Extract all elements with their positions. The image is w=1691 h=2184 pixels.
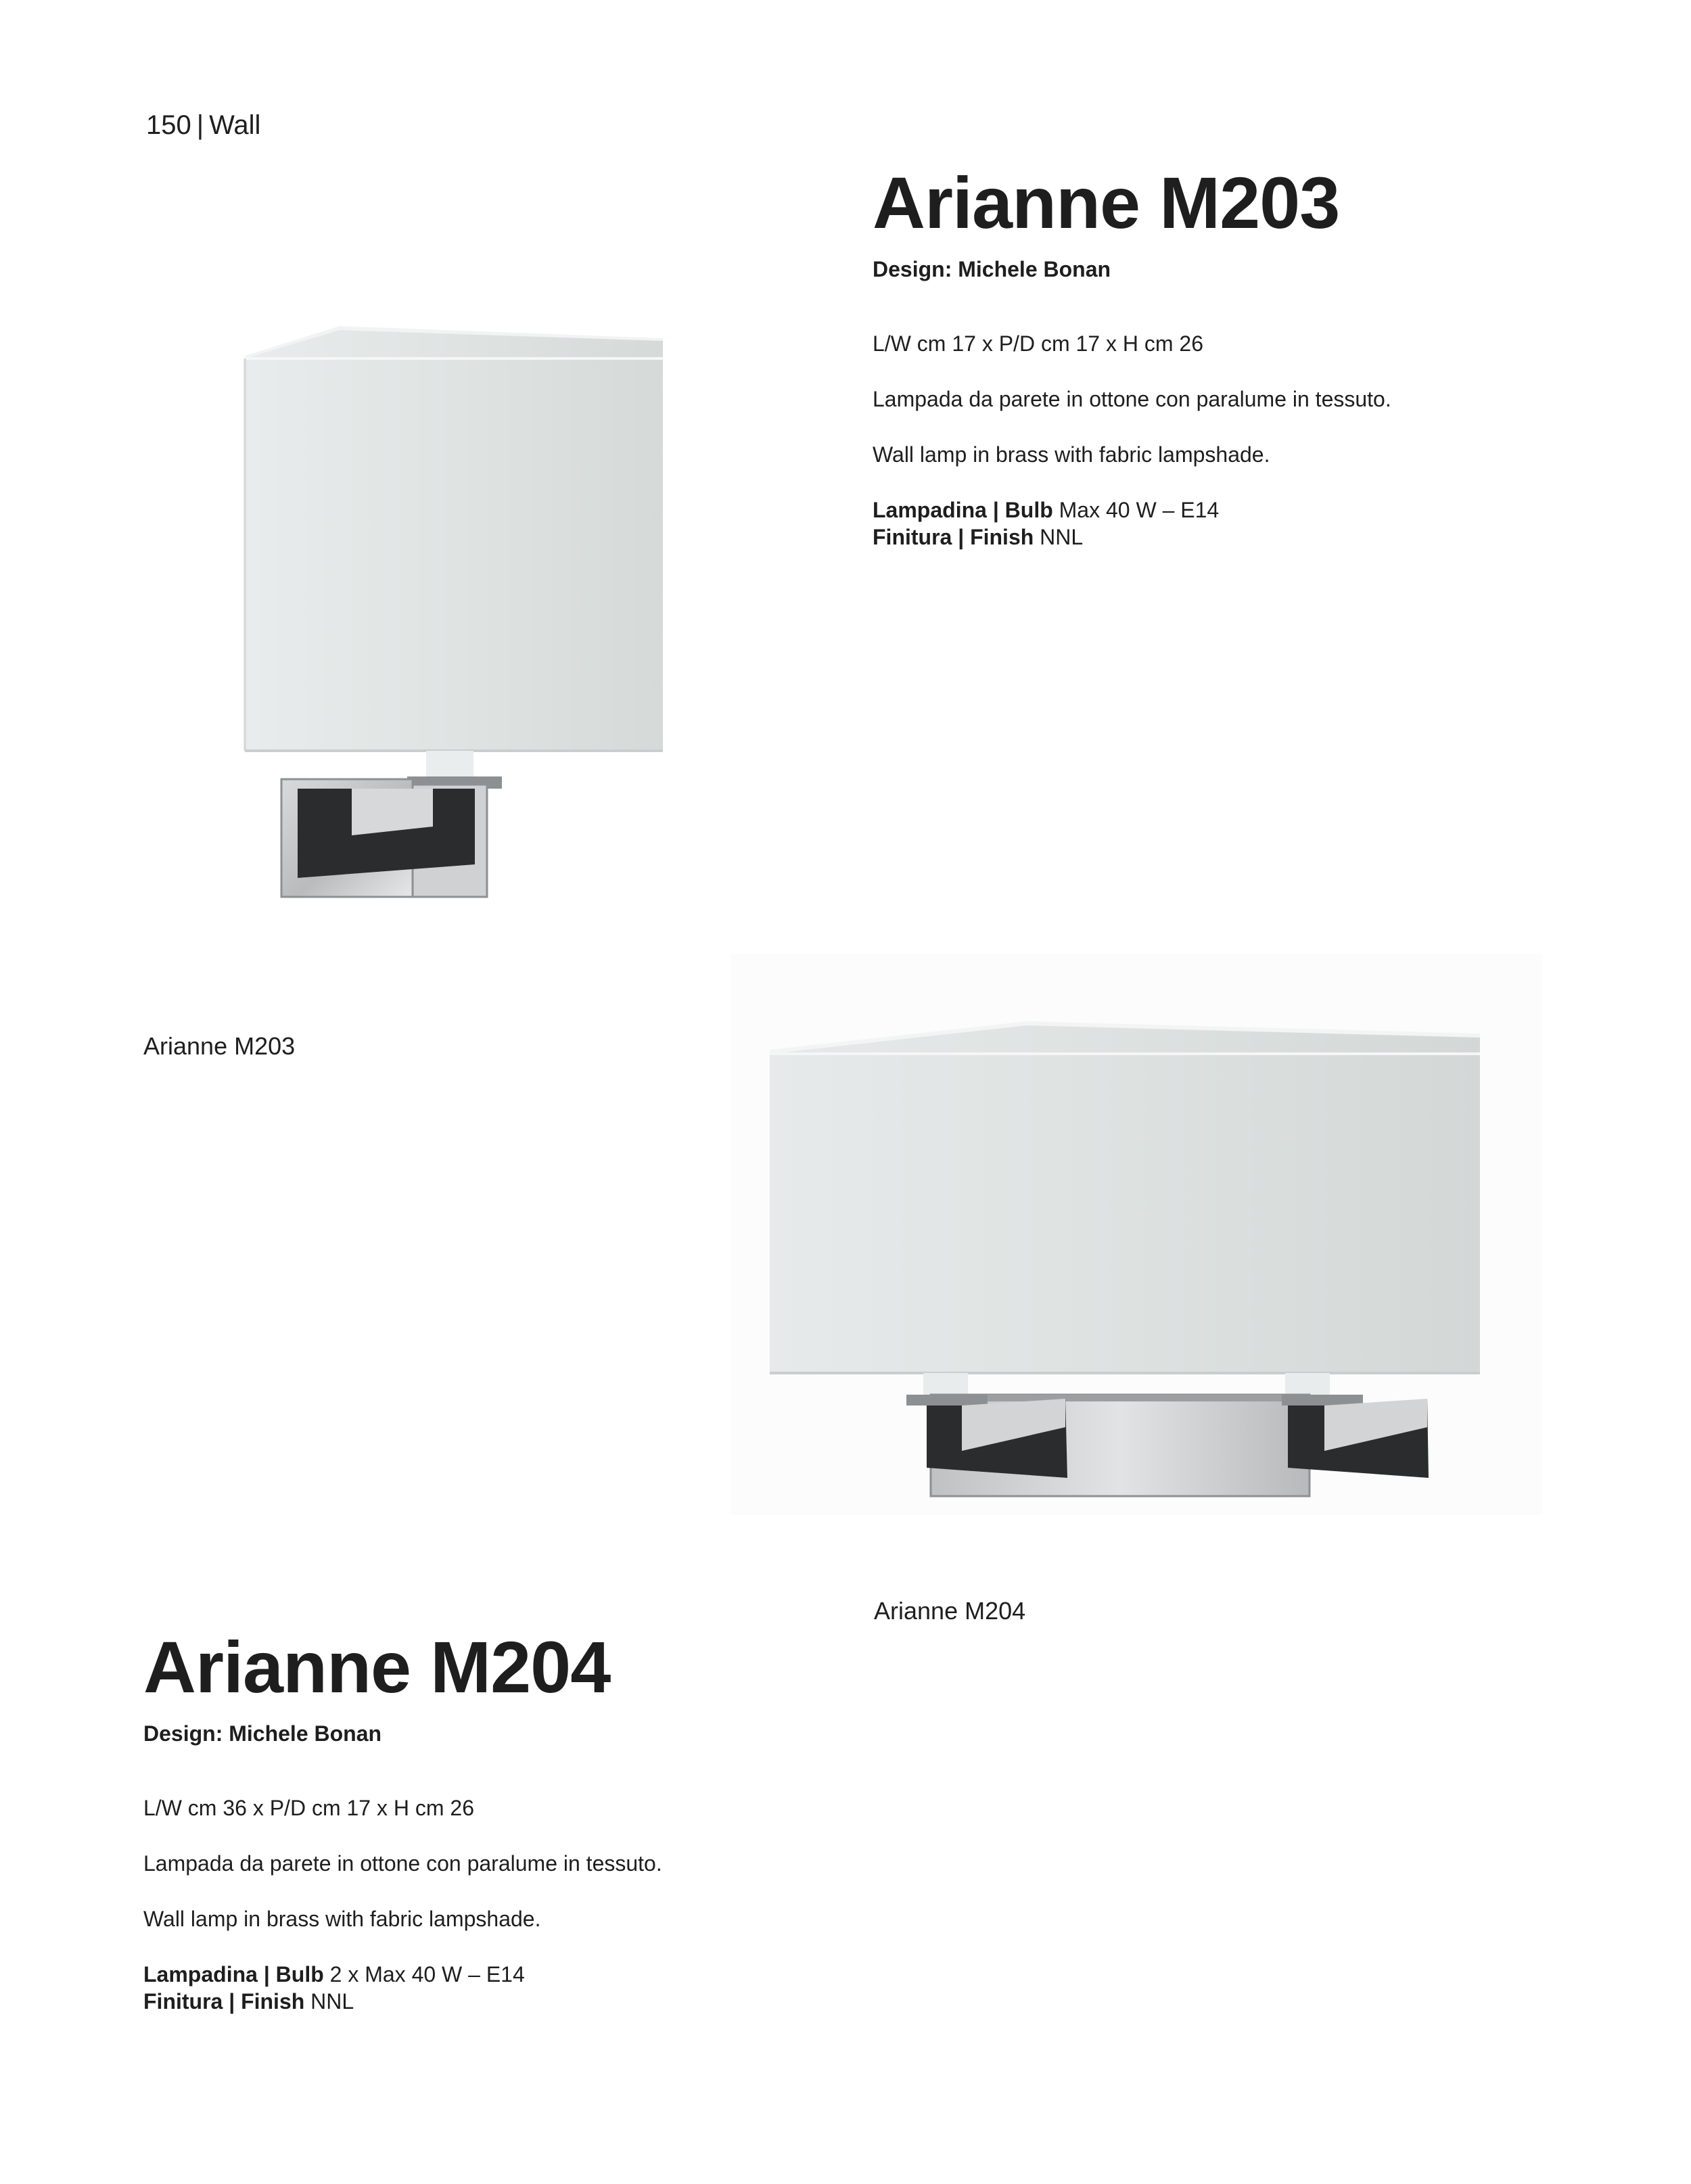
design-credit <box>873 256 1391 283</box>
finish-value: NNL <box>310 1989 354 2014</box>
product-m204-info <box>143 1627 662 2015</box>
design-credit <box>143 1720 662 1747</box>
finish-label: Finitura | Finish <box>143 1989 305 2014</box>
product-m203-info <box>873 162 1391 551</box>
image-caption-m203: Arianne M203 <box>143 1032 296 1060</box>
finish-label: Finitura | Finish <box>873 525 1034 549</box>
section-name: Wall <box>209 110 261 140</box>
product-title: Arianne M203 <box>873 162 1340 243</box>
description-en: Wall lamp in brass with fabric lampshade. <box>873 442 1270 467</box>
bulb-value: Max 40 W – E14 <box>1059 498 1220 522</box>
finish-spec <box>873 524 1391 551</box>
double-wall-lamp-icon <box>731 954 1542 1515</box>
bulb-value: 2 x Max 40 W – E14 <box>329 1962 525 1986</box>
design-label: Design: <box>873 257 952 281</box>
design-label: Design: <box>143 1721 223 1746</box>
finish-value: NNL <box>1040 525 1084 549</box>
bulb-label: Lampadina | Bulb <box>143 1962 324 1986</box>
dimensions: L/W cm 17 x P/D cm 17 x H cm 26 <box>873 331 1203 356</box>
description-it: Lampada da parete in ottone con paralume in tessuto. <box>143 1851 662 1876</box>
page-header <box>146 108 260 142</box>
header-separator: | <box>196 110 204 140</box>
single-wall-lamp-icon <box>230 318 690 906</box>
description-en: Wall lamp in brass with fabric lampshade. <box>143 1907 541 1931</box>
dimensions: L/W cm 36 x P/D cm 17 x H cm 26 <box>143 1796 474 1820</box>
designer-name: Michele Bonan <box>958 257 1111 281</box>
bulb-spec <box>873 496 1391 524</box>
bulb-label: Lampadina | Bulb <box>873 498 1053 522</box>
page-number: 150 <box>146 110 191 140</box>
finish-spec <box>143 1988 662 2015</box>
description-it: Lampada da parete in ottone con paralume in tessuto. <box>873 387 1391 411</box>
designer-name: Michele Bonan <box>229 1721 382 1746</box>
product-title: Arianne M204 <box>143 1626 611 1708</box>
image-caption-m204: Arianne M204 <box>874 1597 1026 1625</box>
bulb-spec <box>143 1961 662 1988</box>
